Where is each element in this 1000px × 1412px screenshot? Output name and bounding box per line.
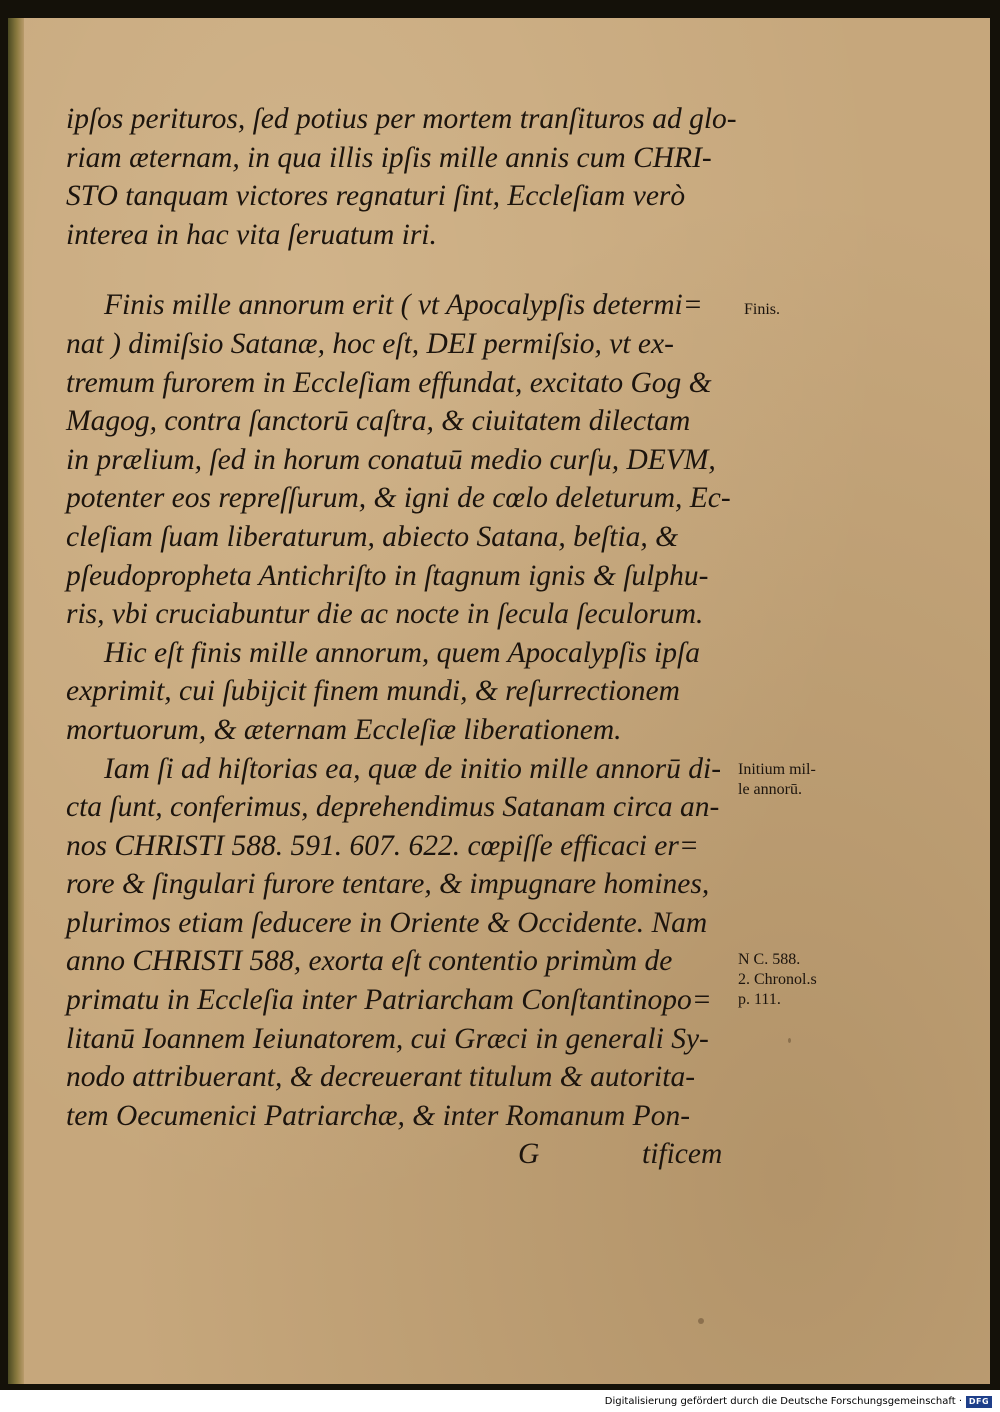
text-line: Magog, contra ſanctorū caſtra, & ciuitatem dilectam: [66, 405, 691, 438]
text-line: rore & ſingulari furore tentare, & impugnare homines,: [66, 868, 710, 901]
margin-note-reference-line2: 2. Chronol.s: [738, 971, 817, 988]
text-line: mortuorum, & æternam Eccleſiæ liberationem.: [66, 713, 622, 746]
margin-note-reference: [738, 950, 817, 1010]
text-line: Finis mille annorum erit ( vt Apocalypſis determi=: [104, 289, 703, 322]
text-line: nodo attribuerant, & decreuerant titulum & autorita-: [66, 1061, 696, 1094]
text-line: ris, vbi cruciabuntur die ac nocte in ſecula ſeculorum.: [66, 598, 704, 631]
margin-note-initium-line1: Initium mil-: [738, 761, 816, 778]
paragraph-gap: [66, 254, 746, 286]
text-line: riam æternam, in qua illis ipſis mille annis cum CHRI-: [66, 141, 712, 174]
main-text-block: [66, 100, 746, 1174]
text-line: pſeudopropheta Antichriſto in ſtagnum ignis & ſulphu-: [66, 559, 709, 592]
paper-stain: [698, 1318, 704, 1324]
text-line: in prælium, ſed in horum conatuū medio curſu, DEVM,: [66, 443, 716, 476]
text-line: interea in hac vita ſeruatum iri.: [66, 218, 437, 251]
text-line: tremum furorem in Eccleſiam effundat, excitato Gog &: [66, 366, 712, 399]
text-line: plurimos etiam ſeducere in Oriente & Occidente. Nam: [66, 906, 708, 939]
text-line: STO tanquam victores regnaturi ſint, Eccleſiam verò: [66, 180, 686, 213]
digitization-credit-text: Digitalisierung gefördert durch die Deutsche Forschungsgemeinschaft ·: [604, 1396, 962, 1407]
text-line: cleſiam ſuam liberaturum, abiecto Satana, beſtia, &: [66, 520, 679, 553]
digitization-credit: [605, 1393, 992, 1410]
paper-stain: [788, 1038, 791, 1043]
margin-note-initium-line2: le annorū.: [738, 781, 802, 798]
text-line: potenter eos repreſſurum, & igni de cœlo deleturum, Ec-: [66, 482, 731, 515]
margin-note-initium: [738, 760, 816, 800]
book-page: [8, 18, 990, 1384]
text-line: litanū Ioannem Ieiunatorem, cui Græci in generali Sy-: [66, 1022, 709, 1055]
text-line: nat ) dimiſsio Satanæ, hoc eſt, DEI permiſsio, vt ex-: [66, 327, 674, 360]
text-line: exprimit, cui ſubijcit finem mundi, & reſurrectionem: [66, 675, 680, 708]
text-line: tem Oecumenici Patriarchæ, & inter Romanum Pon-: [66, 1099, 691, 1132]
text-line: ipſos perituros, ſed potius per mortem tranſituros ad glo-: [66, 103, 737, 135]
margin-note-reference-line1: N C. 588.: [738, 951, 801, 968]
signature-mark: G: [518, 1138, 540, 1171]
margin-note-finis: [744, 300, 780, 320]
catchword: tificem: [642, 1138, 723, 1171]
margin-note-finis-text: Finis.: [744, 301, 781, 318]
text-line: anno CHRISTI 588, exorta eſt contentio primùm de: [66, 945, 673, 978]
margin-note-reference-line3: p. 111.: [738, 991, 781, 1008]
text-line: Hic eſt finis mille annorum, quem Apocalypſis ipſa: [104, 636, 700, 669]
signature-catchword-line: [66, 1135, 746, 1174]
text-line: nos CHRISTI 588. 591. 607. 622. cœpiſſe efficaci er=: [66, 829, 699, 862]
text-line: cta ſunt, conferimus, deprehendimus Satanam circa an-: [66, 791, 720, 824]
text-line: Iam ſi ad hiſtorias ea, quæ de initio mille annorū di-: [104, 752, 722, 785]
dfg-logo: DFG: [966, 1396, 992, 1408]
page-binding-edge: [8, 18, 24, 1384]
text-line: primatu in Eccleſia inter Patriarcham Conſtantinopo=: [66, 984, 712, 1017]
